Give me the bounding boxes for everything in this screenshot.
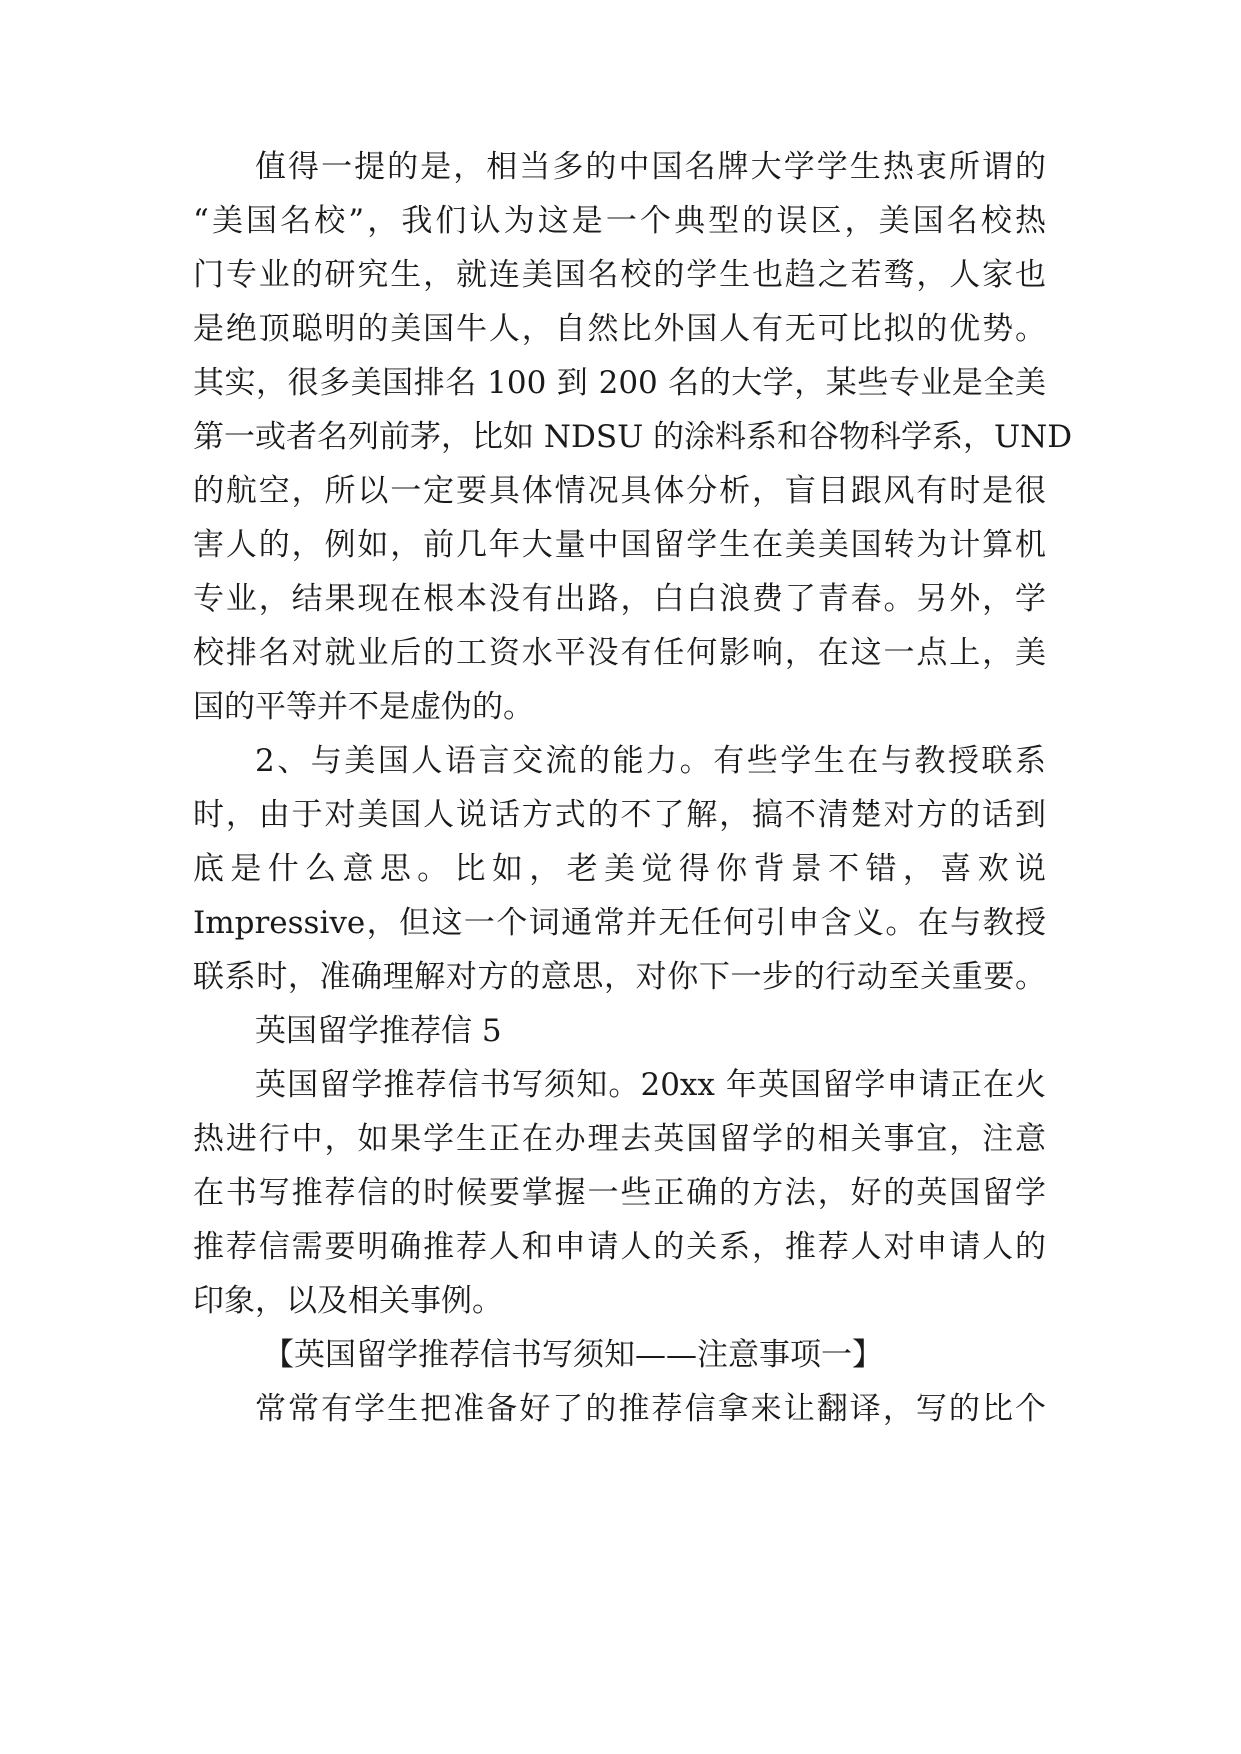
paragraph-line: 2、与美国人语言交流的能力。有些学生在与教授联系 xyxy=(255,743,1046,779)
paragraph-line: 在书写推荐信的时候要掌握一些正确的方法，好的英国留学 xyxy=(193,1175,1046,1211)
subsection-heading: 【英国留学推荐信书写须知——注意事项一】 xyxy=(263,1337,883,1373)
paragraph-line: 热进行中，如果学生正在办理去英国留学的相关事宜，注意 xyxy=(193,1121,1046,1157)
paragraph-line: 国的平等并不是虚伪的。 xyxy=(193,689,534,725)
paragraph-line: 值得一提的是，相当多的中国名牌大学学生热衷所谓的 xyxy=(255,149,1046,185)
paragraph-line: 专业，结果现在根本没有出路，白白浪费了青春。另外，学 xyxy=(193,581,1046,617)
paragraph-line: 其实，很多美国排名 100 到 200 名的大学，某些专业是全美 xyxy=(193,365,1046,401)
paragraph-line: 时，由于对美国人说话方式的不了解，搞不清楚对方的话到 xyxy=(193,797,1046,833)
paragraph-line: 联系时，准确理解对方的意思，对你下一步的行动至关重要。 xyxy=(193,959,1046,995)
paragraph-line: 推荐信需要明确推荐人和申请人的关系，推荐人对申请人的 xyxy=(193,1229,1046,1265)
paragraph-line: “美国名校”，我们认为这是一个典型的误区，美国名校热 xyxy=(193,203,1046,239)
paragraph-line: 门专业的研究生，就连美国名校的学生也趋之若骛，人家也 xyxy=(193,257,1046,293)
paragraph-line: 英国留学推荐信书写须知。20xx 年英国留学申请正在火 xyxy=(255,1067,1046,1103)
paragraph-line: 是绝顶聪明的美国牛人，自然比外国人有无可比拟的优势。 xyxy=(193,311,1046,347)
paragraph-line: 底是什么意思。比如，老美觉得你背景不错，喜欢说 xyxy=(193,851,1046,887)
paragraph-line: 校排名对就业后的工资水平没有任何影响，在这一点上，美 xyxy=(193,635,1046,671)
paragraph-line: 的航空，所以一定要具体情况具体分析，盲目跟风有时是很 xyxy=(193,473,1046,509)
paragraph-line: 常常有学生把准备好了的推荐信拿来让翻译，写的比个 xyxy=(255,1391,1046,1427)
paragraph-line: 第一或者名列前茅，比如 NDSU 的涂料系和谷物科学系，UND xyxy=(193,419,1073,455)
paragraph-line: 害人的，例如，前几年大量中国留学生在美美国转为计算机 xyxy=(193,527,1046,563)
paragraph-line: 印象，以及相关事例。 xyxy=(193,1283,503,1319)
paragraph-line: Impressive，但这一个词通常并无任何引申含义。在与教授 xyxy=(193,905,1046,941)
section-heading: 英国留学推荐信 5 xyxy=(255,1013,502,1049)
